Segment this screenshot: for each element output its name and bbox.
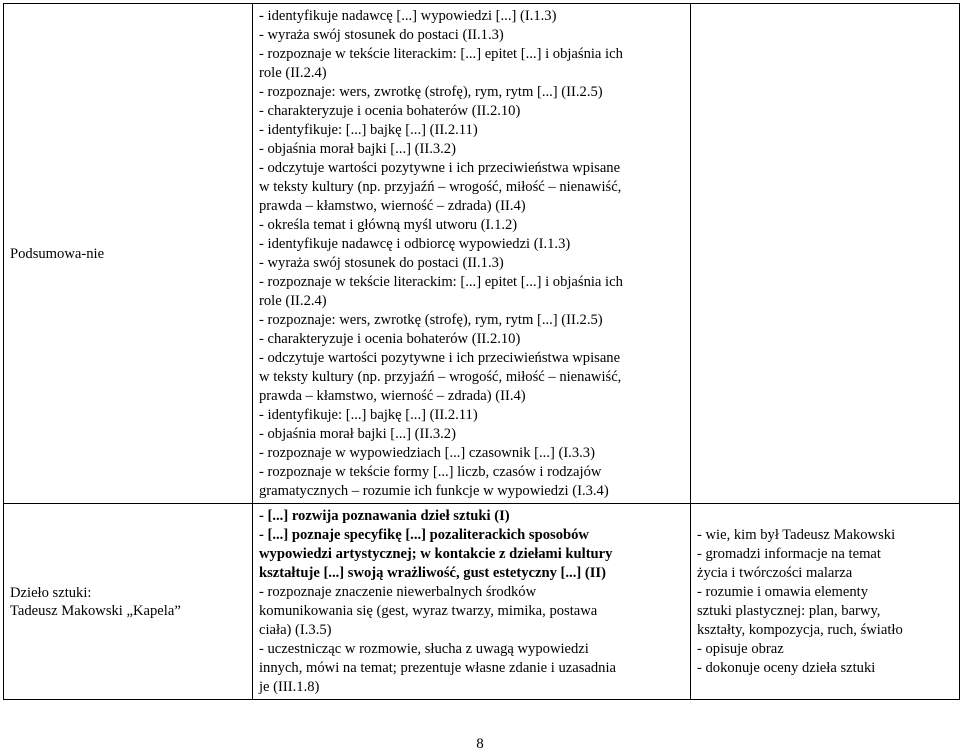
subject-cell bbox=[4, 4, 253, 504]
detailed-requirements bbox=[259, 583, 690, 697]
text-line: - objaśnia morał bajki [...] (II.3.2) bbox=[259, 141, 456, 157]
lesson-table bbox=[3, 3, 960, 700]
skills-cell bbox=[691, 504, 960, 700]
summary-label-block bbox=[4, 242, 252, 265]
text-line: - identyfikuje nadawcę i odbiorcę wypowiedzi (I.1.3) bbox=[259, 236, 571, 252]
table-row bbox=[4, 4, 960, 504]
text-line: Dzieło sztuki: bbox=[10, 585, 92, 601]
text-line: wypowiedzi artystycznej; w kontakcie z dziełami kultury bbox=[259, 546, 613, 562]
text-line: - objaśnia morał bajki [...] (II.3.2) bbox=[259, 426, 456, 442]
text-line: - rozpoznaje: wers, zwrotkę (strofę), rym, rytm [...] (II.2.5) bbox=[259, 312, 603, 328]
table-row bbox=[4, 504, 960, 700]
text-line: prawda – kłamstwo, wierność – zdrada) (II.4) bbox=[259, 388, 526, 404]
text-line: - charakteryzuje i ocenia bohaterów (II.2.10) bbox=[259, 331, 521, 347]
requirements-cell bbox=[253, 4, 691, 504]
requirements-cell bbox=[253, 504, 691, 700]
text-line: je (III.1.8) bbox=[259, 679, 320, 695]
requirements-list bbox=[253, 504, 690, 699]
text-line: - rozpoznaje w tekście literackim: [...] epitet [...] i objaśnia ich bbox=[259, 274, 623, 290]
skills-list bbox=[691, 251, 959, 256]
text-line: - [...] rozwija poznawania dzieł sztuki (I) bbox=[259, 508, 510, 524]
text-line: - charakteryzuje i ocenia bohaterów (II.2.10) bbox=[259, 103, 521, 119]
text-line: kształty, kompozycja, ruch, światło bbox=[697, 622, 903, 638]
text-line: - rozumie i omawia elementy bbox=[697, 584, 869, 600]
text-line: innych, mówi na temat; prezentuje własne zdanie i uzasadnia bbox=[259, 660, 617, 676]
text-line: Tadeusz Makowski „Kapela” bbox=[10, 603, 181, 619]
text-line: - rozpoznaje w tekście literackim: [...] epitet [...] i objaśnia ich bbox=[259, 46, 623, 62]
summary-label: Podsumowa-nie bbox=[10, 246, 105, 262]
text-line: - rozpoznaje w tekście formy [...] liczb, czasów i rodzajów bbox=[259, 464, 602, 480]
text-line: - identyfikuje: [...] bajkę [...] (II.2.11) bbox=[259, 122, 478, 138]
text-line: - odczytuje wartości pozytywne i ich przeciwieństwa wpisane bbox=[259, 160, 621, 176]
page-number: 8 bbox=[476, 736, 484, 752]
general-requirements bbox=[259, 507, 690, 583]
text-line: - odczytuje wartości pozytywne i ich przeciwieństwa wpisane bbox=[259, 350, 621, 366]
text-line: - rozpoznaje znaczenie niewerbalnych środków bbox=[259, 584, 537, 600]
requirements-list bbox=[253, 4, 690, 503]
text-line: role (II.2.4) bbox=[259, 65, 327, 81]
text-line: - wyraża swój stosunek do postaci (II.1.3) bbox=[259, 255, 504, 271]
text-line: komunikowania się (gest, wyraz twarzy, mimika, postawa bbox=[259, 603, 598, 619]
text-line: gramatycznych – rozumie ich funkcje w wypowiedzi (I.3.4) bbox=[259, 483, 609, 499]
text-line: - uczestnicząc w rozmowie, słucha z uwagą wypowiedzi bbox=[259, 641, 589, 657]
text-line: - rozpoznaje: wers, zwrotkę (strofę), rym, rytm [...] (II.2.5) bbox=[259, 84, 603, 100]
text-line: - określa temat i główną myśl utworu (I.1.2) bbox=[259, 217, 518, 233]
artwork-title bbox=[4, 581, 252, 622]
text-line: w teksty kultury (np. przyjaźń – wrogość, miłość – nienawiść, bbox=[259, 369, 622, 385]
skills-list bbox=[691, 523, 959, 680]
text-line: - wie, kim był Tadeusz Makowski bbox=[697, 527, 896, 543]
text-line: - identyfikuje: [...] bajkę [...] (II.2.11) bbox=[259, 407, 478, 423]
text-line: - dokonuje oceny dzieła sztuki bbox=[697, 660, 876, 676]
text-line: życia i twórczości malarza bbox=[697, 565, 853, 581]
subject-cell bbox=[4, 504, 253, 700]
text-line: - identyfikuje nadawcę [...] wypowiedzi [...] (I.1.3) bbox=[259, 8, 557, 24]
skills-cell bbox=[691, 4, 960, 504]
text-line: sztuki plastycznej: plan, barwy, bbox=[697, 603, 881, 619]
text-line: role (II.2.4) bbox=[259, 293, 327, 309]
text-line: - opisuje obraz bbox=[697, 641, 784, 657]
text-line: - [...] poznaje specyfikę [...] pozaliterackich sposobów bbox=[259, 527, 589, 543]
text-line: - wyraża swój stosunek do postaci (II.1.3) bbox=[259, 27, 504, 43]
text-line: - gromadzi informacje na temat bbox=[697, 546, 881, 562]
text-line: prawda – kłamstwo, wierność – zdrada) (II.4) bbox=[259, 198, 526, 214]
text-line: ciała) (I.3.5) bbox=[259, 622, 332, 638]
text-line: w teksty kultury (np. przyjaźń – wrogość, miłość – nienawiść, bbox=[259, 179, 622, 195]
text-line: - rozpoznaje w wypowiedziach [...] czasownik [...] (I.3.3) bbox=[259, 445, 595, 461]
text-line: kształtuje [...] swoją wrażliwość, gust estetyczny [...] (II) bbox=[259, 565, 606, 581]
